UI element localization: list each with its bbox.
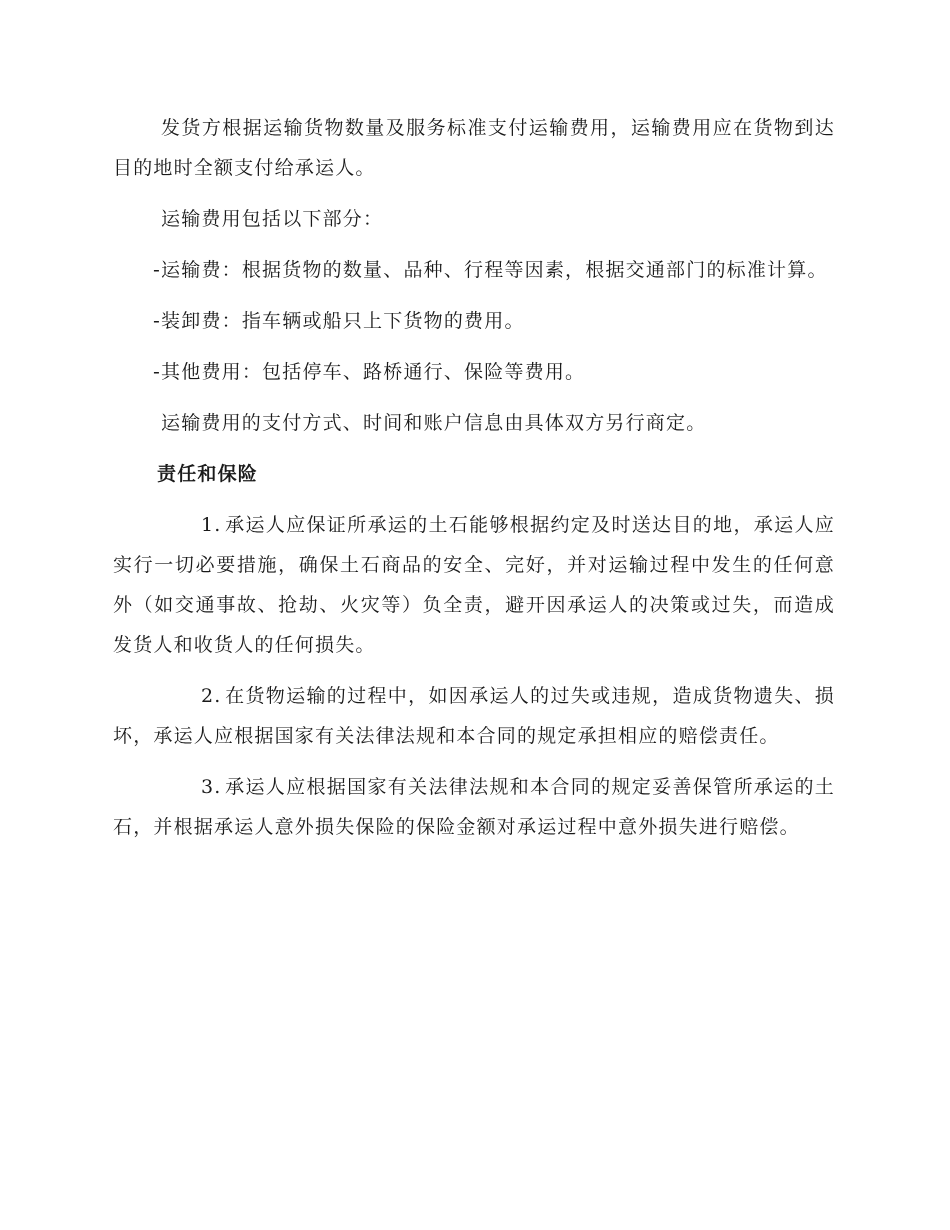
liability-clause-2	[113, 676, 835, 756]
clause-text: 承运人应根据国家有关法律法规和本合同的规定妥善保管所承运的土石，并根据承运人意外损失保险的保险金额对承运过程中意外损失进行赔偿。	[113, 776, 835, 838]
fee-item-other: -其他费用：包括停车、路桥通行、保险等费用。	[153, 361, 586, 383]
fee-item-loading: -装卸费：指车辆或船只上下货物的费用。	[153, 310, 525, 332]
fee-item-transport: -运输费：根据货物的数量、品种、行程等因素，根据交通部门的标准计算。	[153, 259, 828, 281]
liability-clause-1	[113, 505, 835, 665]
section-heading-liability: 责任和保险	[157, 463, 259, 485]
clause-number: 1.	[201, 514, 222, 536]
clause-text: 承运人应保证所承运的土石能够根据约定及时送达目的地，承运人应实行一切必要措施，确保土石商品的安全、完好，并对运输过程中发生的任何意外（如交通事故、抢劫、火灾等）负全责，避开因承运人的决策或过失，而造成发货人和收货人的任何损失。	[113, 514, 835, 656]
document-page	[113, 108, 835, 858]
clause-text: 在货物运输的过程中，如因承运人的过失或违规，造成货物遗失、损坏，承运人应根据国家有关法律法规和本合同的规定承担相应的赔偿责任。	[113, 685, 835, 747]
clause-number: 2.	[201, 685, 222, 707]
payment-closing-paragraph: 运输费用的支付方式、时间和账户信息由具体双方另行商定。	[161, 412, 707, 434]
payment-includes-label: 运输费用包括以下部分：	[161, 208, 384, 230]
clause-number: 3.	[201, 776, 222, 798]
liability-clause-3	[113, 767, 835, 847]
payment-intro-paragraph: 发货方根据运输货物数量及服务标准支付运输费用，运输费用应在货物到达目的地时全额支付给承运人。	[113, 117, 835, 179]
